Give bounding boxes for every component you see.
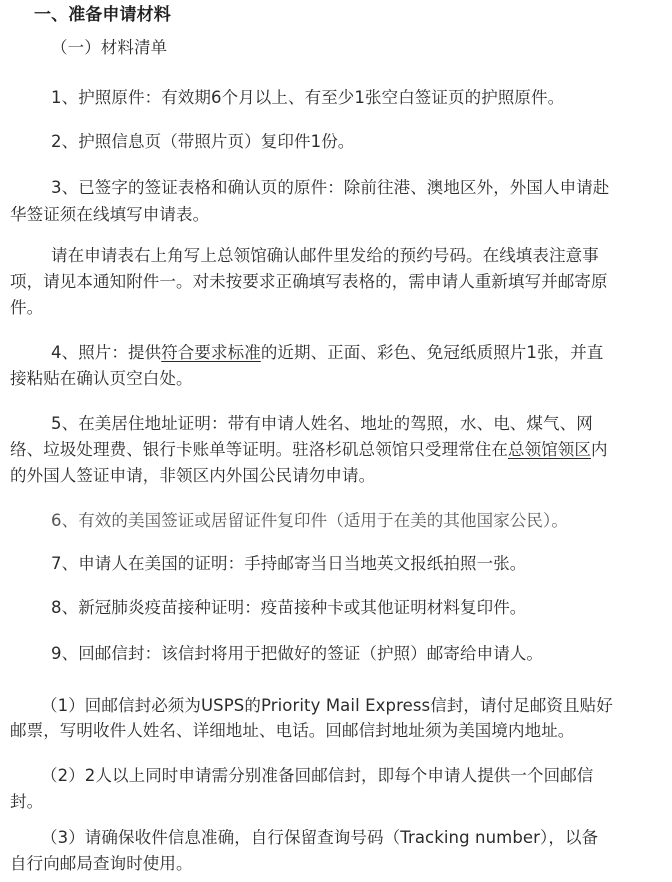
note-3-line-2: 自行向邮局查询时使用。: [10, 854, 193, 873]
consular-district-link[interactable]: 总领馆领区: [508, 440, 591, 459]
note-3-line-1: （3）请确保收件信息准确，自行保留查询号码（Tracking number），以备: [41, 828, 599, 847]
item-3-note-line-1: 请在申请表右上角写上总领馆确认邮件里发给的预约号码。在线填表注意事: [51, 246, 599, 265]
subheading: （一）材料清单: [51, 38, 168, 57]
note-1-line-1: （1）回邮信封必须为USPS的Priority Mail Express信封，请付足邮资且贴好: [41, 696, 613, 715]
item-8: 8、新冠肺炎疫苗接种证明：疫苗接种卡或其他证明材料复印件。: [51, 598, 527, 617]
item-5-line-2: [10, 438, 608, 462]
item-3-line-1: 3、已签字的签证表格和确认页的原件：除前往港、澳地区外，外国人申请赴: [51, 178, 610, 197]
item-1: 1、护照原件：有效期6个月以上、有至少1张空白签证页的护照原件。: [51, 88, 565, 107]
item-5-line-1: 5、在美居住地址证明：带有申请人姓名、地址的驾照，水、电、煤气、网: [51, 414, 593, 433]
item-2: 2、护照信息页（带照片页）复印件1份。: [51, 132, 355, 151]
note-2-line-1: （2）2人以上同时申请需分别准备回邮信封，即每个申请人提供一个回邮信: [41, 766, 594, 785]
item-5-text: 络、垃圾处理费、银行卡账单等证明。驻洛杉矶总领馆只受理常住在: [10, 440, 508, 459]
item-7: 7、申请人在美国的证明：手持邮寄当日当地英文报纸拍照一张。: [51, 554, 527, 573]
item-5-line-3: 的外国人签证申请，非领区内外国公民请勿申请。: [10, 466, 376, 485]
item-9: 9、回邮信封：该信封将用于把做好的签证（护照）邮寄给申请人。: [51, 644, 543, 663]
item-3-line-2: 华签证须在线填写申请表。: [10, 205, 210, 224]
item-5-text-end: 内: [591, 440, 608, 459]
item-4-line-1: [51, 341, 603, 365]
photo-standard-link[interactable]: 符合要求标准: [161, 343, 261, 362]
item-4-text-b: 的近期、正面、彩色、免冠纸质照片1张，并直: [260, 343, 604, 362]
note-1-line-2: 邮票，写明收件人姓名、详细地址、电话。回邮信封地址须为美国境内地址。: [10, 721, 575, 740]
item-3-note-line-3: 件。: [10, 298, 44, 317]
item-4-text-a: 4、照片：提供: [51, 343, 162, 362]
item-4-line-2: 接粘贴在确认页空白处。: [10, 369, 193, 388]
section-heading: 一、准备申请材料: [34, 5, 171, 25]
item-3-note-line-2: 项，请见本通知附件一。对未按要求正确填写表格的，需申请人重新填写并邮寄原: [10, 272, 608, 291]
note-2-line-2: 封。: [10, 792, 44, 811]
item-6: 6、有效的美国签证或居留证件复印件（适用于在美的其他国家公民）。: [51, 511, 568, 530]
